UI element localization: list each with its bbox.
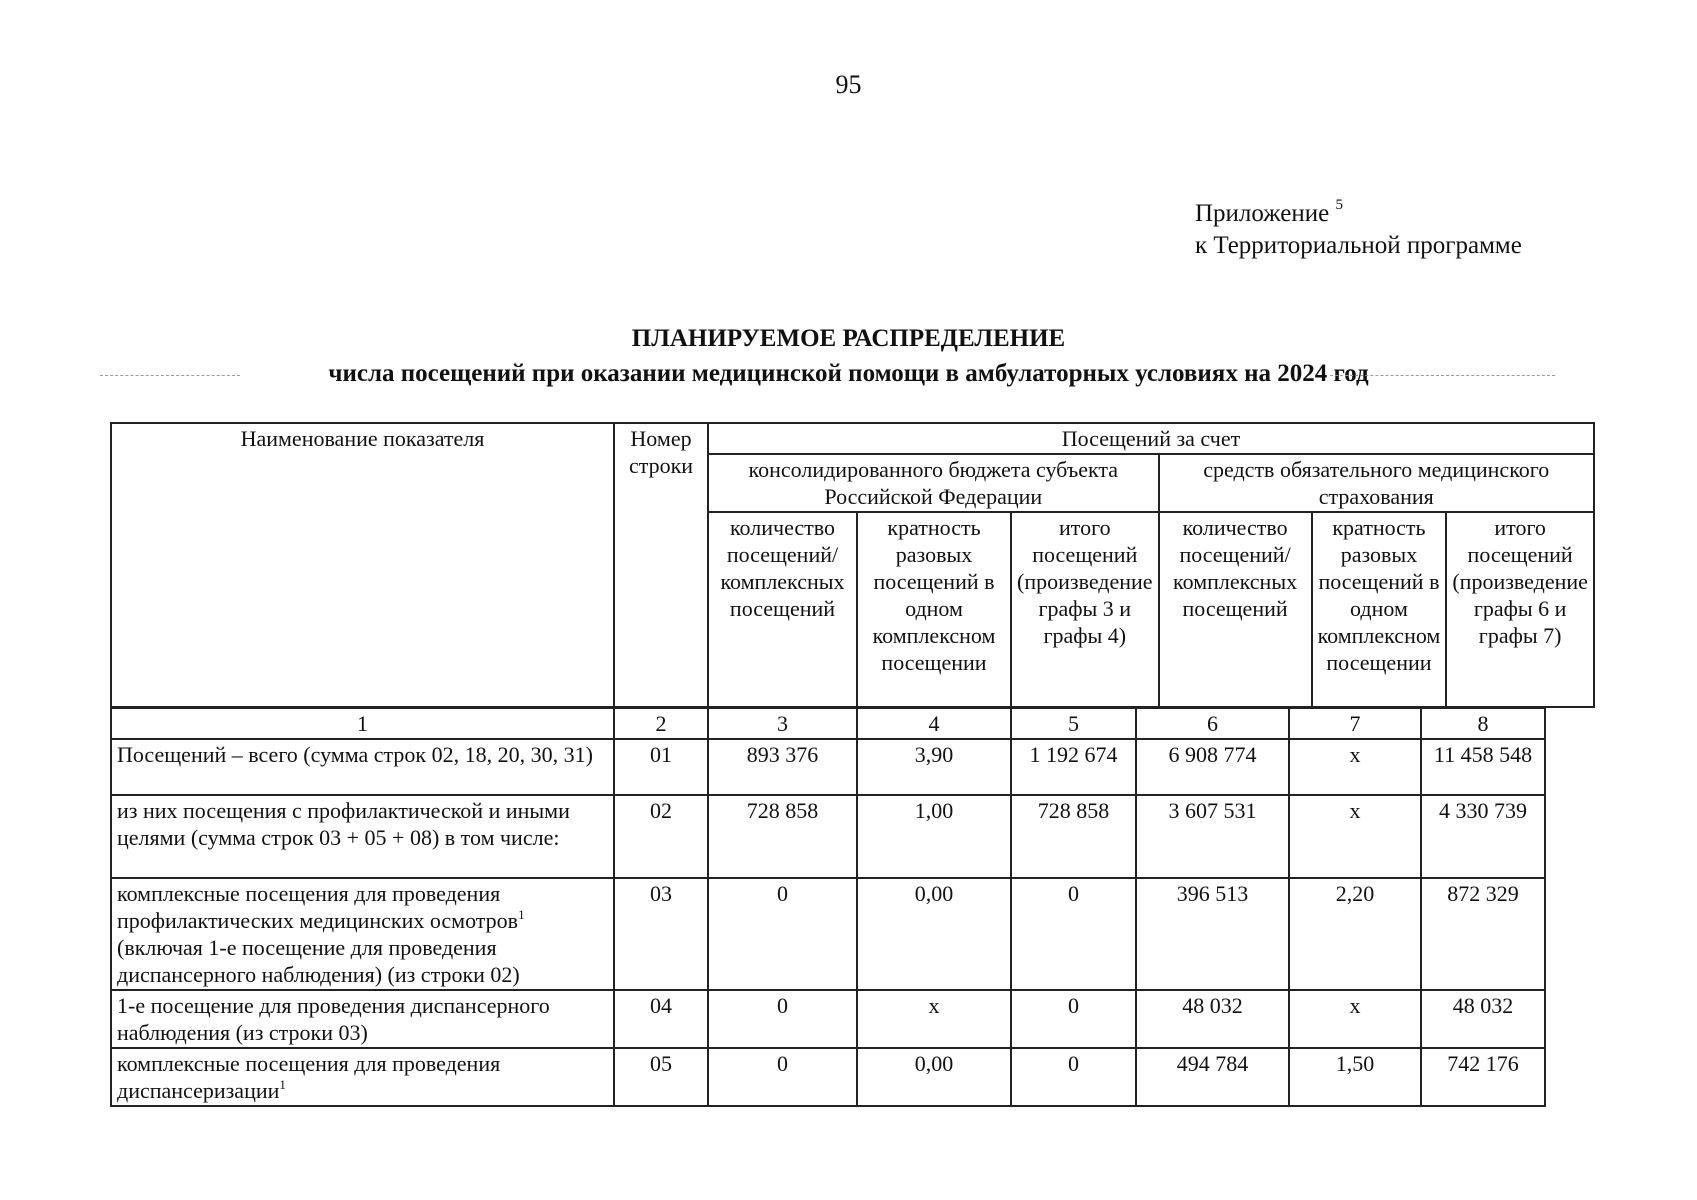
data-table	[110, 707, 1546, 1107]
cell-col6: 396 513	[1136, 878, 1289, 990]
cell-col4: х	[857, 990, 1011, 1048]
header-col3: количество посещений/ комплексных посещений	[708, 512, 857, 707]
row-name: из них посещения с профилактической и иными целями (сумма строк 03 + 05 + 08) в том числе:	[111, 795, 614, 878]
cell-col8: 4 330 739	[1421, 795, 1545, 878]
cell-col3: 0	[708, 878, 857, 990]
cell-col5: 0	[1011, 878, 1136, 990]
cell-col4: 0,00	[857, 1048, 1011, 1106]
cell-col6: 494 784	[1136, 1048, 1289, 1106]
row-name: комплексные посещения для проведения профилактических медицинских осмотров$^1$ (включая 1-е посещение для проведения диспансерного наблюдения) (из строки 02)	[111, 878, 614, 990]
cell-col3: 0	[708, 990, 857, 1048]
table-header	[110, 422, 1595, 708]
header-indicator: Наименование показателя	[111, 423, 614, 707]
column-number: 4	[857, 708, 1011, 739]
cell-col5: 0	[1011, 1048, 1136, 1106]
cell-col3: 728 858	[708, 795, 857, 878]
column-number: 1	[111, 708, 614, 739]
cell-col7: 1,50	[1289, 1048, 1421, 1106]
column-numbers-row	[111, 708, 1545, 739]
table-row	[111, 795, 1545, 878]
row-number: 03	[614, 878, 708, 990]
column-number: 2	[614, 708, 708, 739]
header-col7: кратность разовых посещений в одном комплексном посещении	[1312, 512, 1447, 707]
table-row	[111, 739, 1545, 795]
cell-col5: 0	[1011, 990, 1136, 1048]
row-number: 04	[614, 990, 708, 1048]
cell-col7: 2,20	[1289, 878, 1421, 990]
table-row	[111, 1048, 1545, 1106]
cell-col8: 742 176	[1421, 1048, 1545, 1106]
table-row	[111, 990, 1545, 1048]
header-col8: итого посещений (произведение графы 6 и графы 7)	[1446, 512, 1594, 707]
document-subtitle: числа посещений при оказании медицинской помощи в амбулаторных условиях на 2024 год	[328, 360, 1369, 387]
column-number: 5	[1011, 708, 1136, 739]
cell-col3: 0	[708, 1048, 857, 1106]
header-visits-by-source: Посещений за счет	[708, 423, 1594, 454]
cell-col4: 1,00	[857, 795, 1011, 878]
cell-col7: х	[1289, 739, 1421, 795]
appendix-note	[1195, 198, 1522, 262]
cell-col7: х	[1289, 795, 1421, 878]
header-budget: консолидированного бюджета субъекта Российской Федерации	[708, 454, 1159, 512]
footnote-marker: 1	[518, 907, 525, 922]
row-name: 1-е посещение для проведения диспансерного наблюдения (из строки 03)	[111, 990, 614, 1048]
footnote-marker: 1	[279, 1077, 286, 1092]
cell-col8: 11 458 548	[1421, 739, 1545, 795]
scan-artifact-line-left	[100, 375, 240, 376]
row-name: комплексные посещения для проведения диспансеризации$^1$	[111, 1048, 614, 1106]
document-title: ПЛАНИРУЕМОЕ РАСПРЕДЕЛЕНИЕ	[631, 325, 1066, 352]
cell-col8: 872 329	[1421, 878, 1545, 990]
cell-col5: 1 192 674	[1011, 739, 1136, 795]
cell-col6: 6 908 774	[1136, 739, 1289, 795]
cell-col6: 3 607 531	[1136, 795, 1289, 878]
header-col6: количество посещений/ комплексных посещений	[1159, 512, 1312, 707]
cell-col5: 728 858	[1011, 795, 1136, 878]
header-row-number: Номер строки	[614, 423, 708, 707]
appendix-superscript: 5	[1335, 197, 1343, 213]
cell-col4: 3,90	[857, 739, 1011, 795]
column-number: 7	[1289, 708, 1421, 739]
column-number: 3	[708, 708, 857, 739]
cell-col8: 48 032	[1421, 990, 1545, 1048]
column-number: 8	[1421, 708, 1545, 739]
column-number: 6	[1136, 708, 1289, 739]
appendix-line-1: Приложение $^5$	[1195, 197, 1343, 227]
header-col4: кратность разовых посещений в одном комплексном посещении	[857, 512, 1011, 707]
appendix-line-2: к Территориальной программе	[1195, 232, 1522, 259]
header-col5: итого посещений (произведение графы 3 и графы 4)	[1011, 512, 1159, 707]
row-number: 05	[614, 1048, 708, 1106]
cell-col3: 893 376	[708, 739, 857, 795]
header-oms: средств обязательного медицинского страхования	[1159, 454, 1594, 512]
table-row	[111, 878, 1545, 990]
page-number: 95	[835, 70, 862, 99]
row-number: 01	[614, 739, 708, 795]
row-name: Посещений – всего (сумма строк 02, 18, 20, 30, 31)	[111, 739, 614, 795]
scan-artifact-line-right	[1330, 375, 1555, 376]
cell-col6: 48 032	[1136, 990, 1289, 1048]
row-number: 02	[614, 795, 708, 878]
cell-col4: 0,00	[857, 878, 1011, 990]
cell-col7: х	[1289, 990, 1421, 1048]
